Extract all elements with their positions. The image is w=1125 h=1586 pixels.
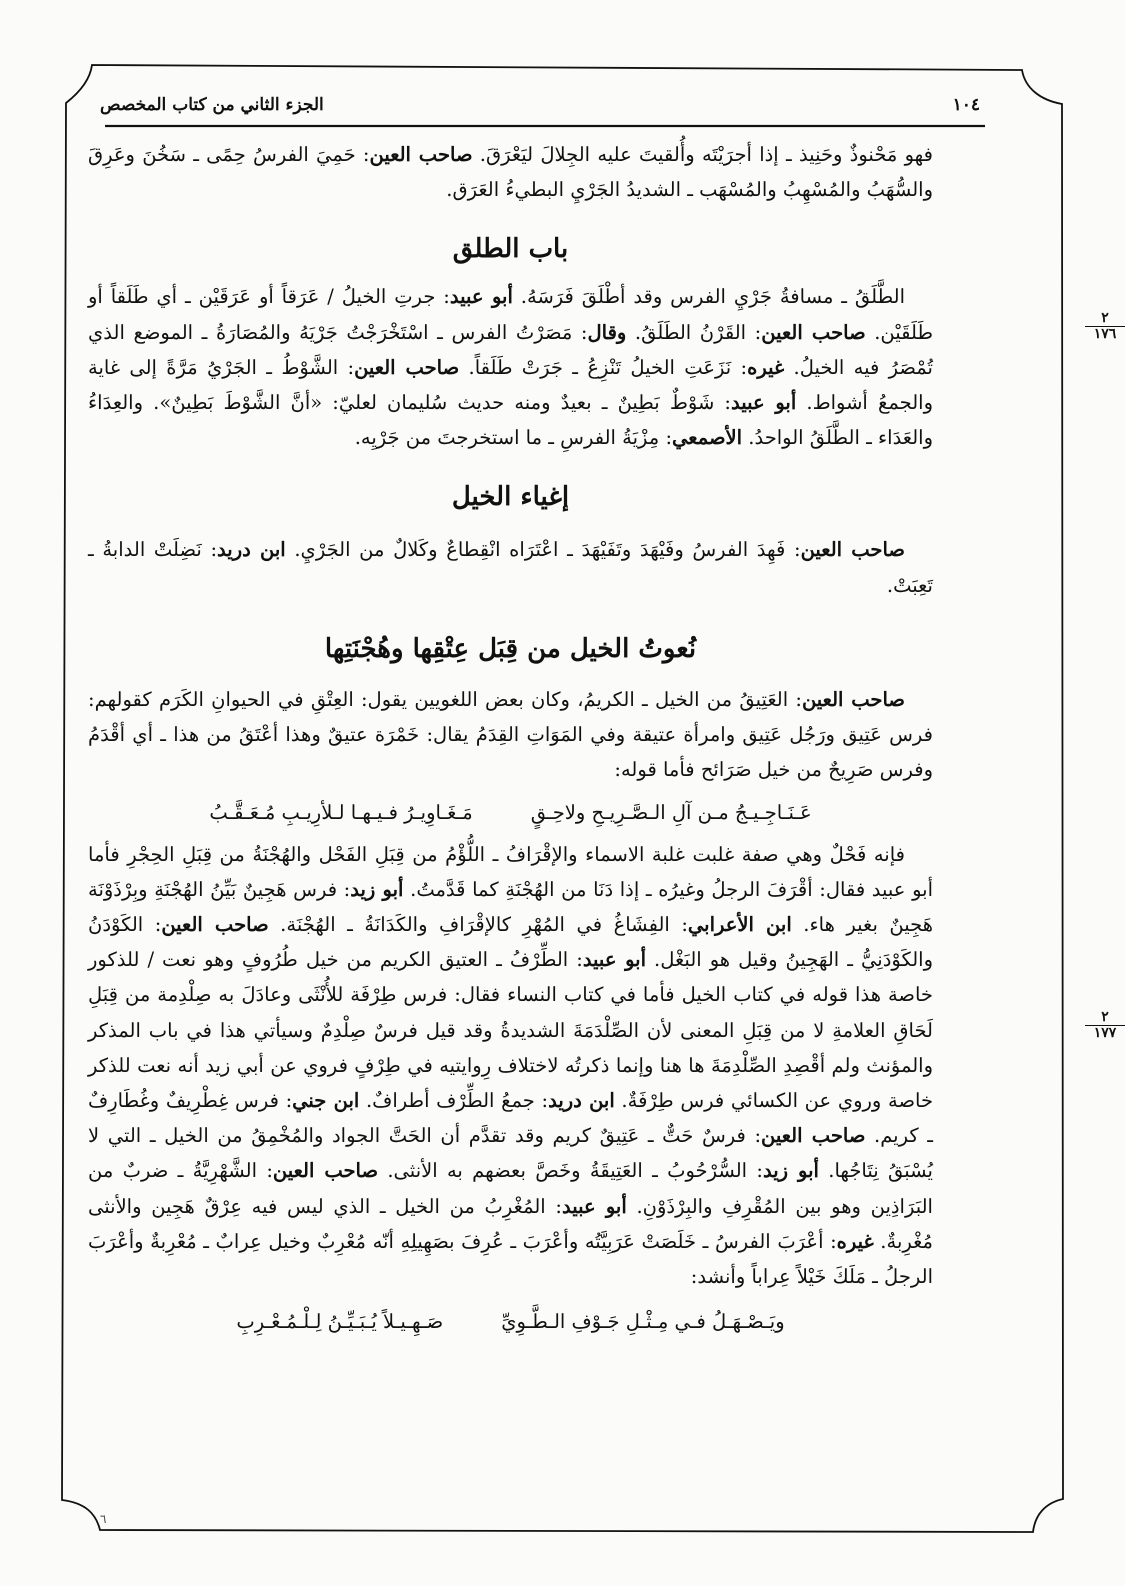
verse-1-second-hemistich: مَـغَـاوِيـرُ فـيـهـا لـلأرِيـبِ مُـعَـقَّـبُ: [209, 801, 473, 825]
page-body: [88, 137, 933, 1447]
page-header: [100, 84, 980, 126]
verse-line-2: [88, 1304, 933, 1339]
paragraph-nuut-1: صاحب العين: العَتِيقُ من الخيل ـ الكريمُ، وكان بعض اللغويين يقول: العِتْقِ في الحيوانِ الكَرَم كقولهم: فرس عَتِيق ورَجُل عَتِيق وامرأة عتيقة وفي المَوَاتِ القِدَمُ يقال: خَمْرَة عتيقٌ وهذا أعْتَقُ من هذا ـ أي أقْدَمُ وفرس صَرِيحٌ من خيل صَرَائح فأما قوله:: [88, 687, 933, 782]
verse-1-first-hemistich: عَـنَـاجِـيـجُ مـن آلِ الـصَّـرِيـحِ ولاحِـقٍ: [530, 801, 812, 825]
page-number: ١٠٤: [952, 95, 980, 115]
paragraph-talaq: الطَّلَقُ ـ مسافةُ جَرْيِ الفرس وقد أطْلَقَ فَرَسَهُ. أبو عبيد: جرتِ الخيلُ / عَرَقاً أو عَرَقَيْن ـ أي طَلَقاً أو طَلَقَيْن. صاحب العين: القَرْنُ الطَلَقُ. وقال: مَصَرْتُ الفرس ـ اسْتَخْرَجْتُ جَرْيَهُ والمُصَارَةُ ـ الموضع الذي تُمْصَرُ فيه الخيلُ. غيره: نَزَعَتِ الخيلُ تَنْزِعُ ـ جَرَتْ طَلَقاً. صاحب العين: الشَّوْطُ ـ الجَرْيُ مَرَّةً إلى غاية والجمعُ أشواط. أبو عبيد: شَوْطٌ بَطِينٌ ـ بعيدٌ ومنه حديث سُليمان لعليّ: «أنَّ الشَّوْطَ بَطِينٌ». والعِدَاءُ والعَدَاء ـ الطَّلَقُ الواحدُ. الأصمعي: مِزْيَةُ الفرسِ ـ ما استخرجتَ من جَرْيِه.: [88, 285, 933, 450]
margin-ref-177: ٢ ١٧٧: [1085, 1010, 1125, 1041]
section-title-talaq: باب الطلق: [452, 234, 569, 265]
verse-line-1: [88, 795, 933, 830]
paragraph-nuut-2: فإنه فَحْلٌ وهي صفة غلبت غلبة الاسماء والإقْرَافُ ـ اللُّؤْمُ من قِبَلِ الفَحْل والهُجْنَةُ من قِبَلِ الحِجْرِ فأما أبو عبيد فقال: أقْرَفَ الرجلُ وغيرُه ـ إذا دَنَا من الهُجْنَةِ كما قَدَّمتُ. أبو زيد: فرس هَجِينٌ بَيِّنُ الهُجْنَةِ وبِرْذَوْنَة هَجِينٌ بغير هاء. ابن الأعرابي: الفِشَاغُ في المُهْرِ كالإقْرَافِ والكَدَانَةُ ـ الهُجْنَة. صاحب العين: الكَوْدَنُ والكَوْدَنِيُّ ـ الهَجِينُ وقيل هو البَغْل. أبو عبيد: الطِّرْفُ ـ العتيق الكريم من خيل طُرُوفٍ وهو نعت / للذكور خاصة هذا قوله في كتاب الخيل فأما في كتاب النساء فقال: فرس طِرْفَة للأُنْثَى وعادَلَ به صِلْدِمة من قِبَلِ لَحَاقِ العلامةِ لا من قِبَلِ المعنى لأن الصِّلْدَمَةَ الشديدةُ وقد قيل فرسٌ صِلْدِمٌ وسيأتي هذا في باب المذكر والمؤنث ولم أقْصِدِ الصِّلْدِمَةَ ها هنا وإنما ذكرتُه لاختلاف رِوايتيه في طِرْفٍ فروي عن أبي زيد أنه نعت للذكر خاصة وروي عن الكسائي فرس طِرْفَةٌ. ابن دريد: جمعُ الطِّرْف أطرافٌ. ابن جني: فرس غِطْرِيفٌ وغُطَارِفٌ ـ كريم. صاحب العين: فرسٌ حَتٌّ ـ عَتِيقٌ كريم وقد تقدَّم أن الحَتَّ الجواد والمُخْمِقُ من الخيل ـ التي لا يُسْبَقُ نِتَاجُها. أبو زيد: السُّرْحُوبُ ـ العَتِيقَةُ وخَصَّ بعضهم به الأنثى. صاحب العين: الشَّهْرِيَّةُ ـ ضربٌ من البَرَاذِين وهو بين المُقْرِفِ والبِرْذَوْنِ. أبو عبيد: المُغْرِبُ من الخيل ـ الذي ليس فيه عِرْقٌ هَجِين والأنثى مُغْرِبةٌ. غيره: أعْرَبَ الفرسُ ـ خَلَصَتْ عَرَبِيَّتُه وأعْرَبَ ـ عُرِفَ بصَهِيلِهِ أنّه مُعْرِبٌ وخيل عِرابٌ ـ مُعْرِبةٌ وأعْرَبَ الرجلُ ـ مَلَكَ خَيْلاً عِراباً وأنشد:: [88, 842, 933, 1289]
section-title-nuut: نُعوتُ الخيل من قِبَل عِتْقِها وهُجْنَتِها: [324, 633, 697, 664]
stray-mark: ٦: [100, 1512, 107, 1526]
book-title: الجزء الثاني من كتاب المخصص: [100, 95, 324, 115]
section-title-ighya: إغياء الخيل: [451, 482, 570, 513]
margin-ref-176: ٢ ١٧٦: [1085, 311, 1125, 342]
verse-2-second-hemistich: صَـهِـيـلاً يُـبَـيِّـنُ لِـلْـمُـعْـرِبِ: [236, 1310, 444, 1334]
verse-2-first-hemistich: ويَـصْـهَـلُ فـي مِـثْـلِ جَـوْفِ الـطَّـوِيِّ: [501, 1310, 785, 1334]
intro-paragraph: فهو مَحْنوذٌ وحَنِيذ ـ إذا أجرَيْتَه وأُلقيتَ عليه الجِلالَ ليَعْرَقَ. صاحب العين: حَمِيَ الفرسُ حِمًى ـ سَخُنَ وعَرِقَ والسُّهَبُ والمُسْهِبُ والمُسْهَب ـ الشديدُ الجَرْيِ البطيءُ العَرَق.: [88, 143, 933, 202]
paragraph-ighya: صاحب العين: فَهِدَ الفرسُ وفَيْهَدَ وتَفَيْهَدَ ـ اعْتَرَاه انْقِطاعٌ وكَلالٌ من الجَرْيِ. ابن دريد: نَضِلَتْ الدابةُ ـ تَعِبَتْ.: [88, 538, 933, 597]
